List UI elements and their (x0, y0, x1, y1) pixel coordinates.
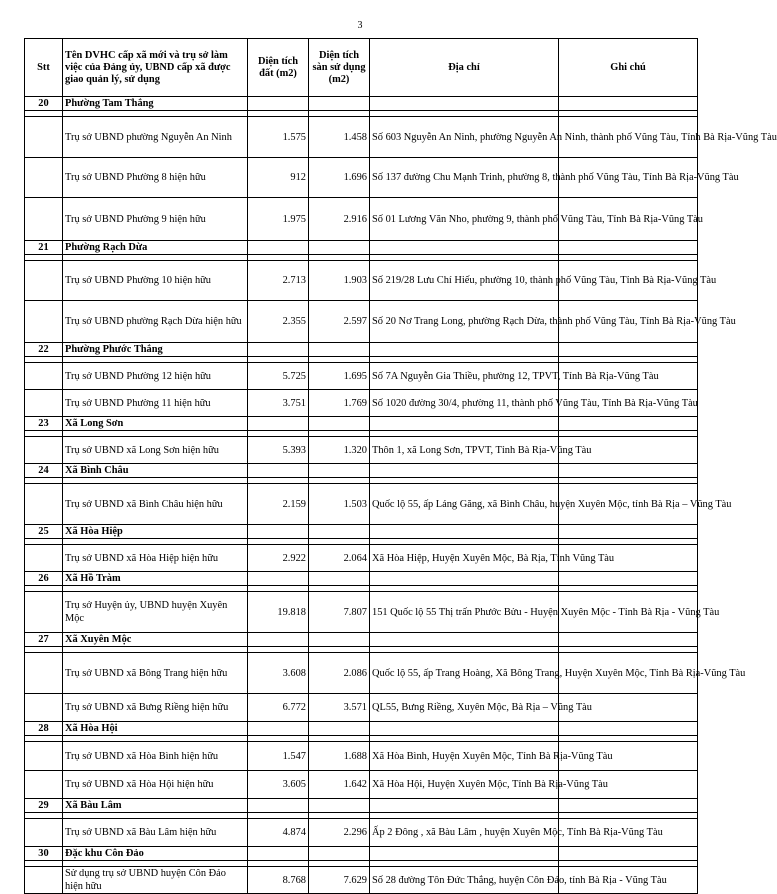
land-area: 2.355 (248, 301, 309, 343)
land-cell (248, 633, 309, 647)
group-row (25, 633, 698, 647)
land-cell (248, 722, 309, 736)
office-name: Trụ sở UBND xã Hòa Hiệp hiện hữu (63, 545, 248, 572)
note-cell (559, 633, 698, 647)
stt-cell (25, 742, 63, 771)
office-name: Trụ sở Huyện ủy, UBND huyện Xuyên Mộc (63, 592, 248, 633)
address-cell (370, 417, 559, 431)
office-name: Trụ sở UBND xã Long Sơn hiện hữu (63, 437, 248, 464)
table-row (25, 301, 698, 343)
stt-cell (25, 867, 63, 894)
group-name: Xã Xuyên Mộc (63, 633, 248, 647)
office-name: Trụ sở UBND Phường 10 hiện hữu (63, 261, 248, 301)
land-cell (248, 343, 309, 357)
header-name: Tên DVHC cấp xã mới và trụ sở làm việc của Đảng ủy, UBND cấp xã được giao quản lý, sử dụng (63, 39, 248, 97)
table-row (25, 545, 698, 572)
table-row (25, 261, 698, 301)
address: Quốc lộ 55, ấp Trang Hoàng, Xã Bông Trang, Huyện Xuyên Mộc, Tỉnh Bà Rịa-Vũng Tàu (370, 653, 559, 694)
address-cell (370, 343, 559, 357)
table-row (25, 437, 698, 464)
floor-area: 2.296 (309, 819, 370, 847)
office-name: Trụ sở UBND Phường 11 hiện hữu (63, 390, 248, 417)
address: Quốc lộ 55, ấp Láng Găng, xã Bình Châu, huyện Xuyên Mộc, tỉnh Bà Rịa – Vũng Tàu (370, 484, 559, 525)
land-area: 3.751 (248, 390, 309, 417)
floor-cell (309, 343, 370, 357)
floor-area: 1.458 (309, 117, 370, 158)
floor-area: 1.688 (309, 742, 370, 771)
address: Thôn 1, xã Long Sơn, TPVT, Tỉnh Bà Rịa-Vũng Tàu (370, 437, 559, 464)
office-name: Trụ sở UBND Phường 12 hiện hữu (63, 363, 248, 390)
group-row (25, 722, 698, 736)
table-row (25, 198, 698, 241)
group-row (25, 417, 698, 431)
table-header-row (25, 39, 698, 97)
land-cell (248, 572, 309, 586)
group-stt: 25 (25, 525, 63, 539)
group-stt: 29 (25, 799, 63, 813)
group-name: Xã Hòa Hiệp (63, 525, 248, 539)
group-name: Đặc khu Côn Đảo (63, 847, 248, 861)
group-stt: 28 (25, 722, 63, 736)
land-area: 1.547 (248, 742, 309, 771)
address-cell (370, 97, 559, 111)
floor-area: 1.320 (309, 437, 370, 464)
land-area: 2.713 (248, 261, 309, 301)
address: Số 603 Nguyễn An Ninh, phường Nguyễn An Ninh, thành phố Vũng Tàu, Tỉnh Bà Rịa-Vũng Tàu (370, 117, 559, 158)
note-cell (559, 572, 698, 586)
table-row (25, 158, 698, 198)
floor-area: 7.807 (309, 592, 370, 633)
address-cell (370, 572, 559, 586)
address: 151 Quốc lộ 55 Thị trấn Phước Bửu - Huyện Xuyên Mộc - Tỉnh Bà Rịa - Vũng Tàu (370, 592, 559, 633)
group-name: Xã Hòa Hội (63, 722, 248, 736)
land-cell (248, 525, 309, 539)
land-area: 8.768 (248, 867, 309, 894)
facilities-table (24, 38, 777, 894)
address: Xã Hòa Hội, Huyện Xuyên Mộc, Tỉnh Bà Rịa-Vũng Tàu (370, 771, 559, 799)
floor-cell (309, 572, 370, 586)
office-name: Trụ sở UBND xã Bưng Riềng hiện hữu (63, 694, 248, 722)
note-cell (559, 722, 698, 736)
group-stt: 20 (25, 97, 63, 111)
table-row (25, 117, 698, 158)
group-stt: 26 (25, 572, 63, 586)
stt-cell (25, 363, 63, 390)
office-name: Sử dụng trụ sở UBND huyện Côn Đảo hiện hữu (63, 867, 248, 894)
table-row (25, 484, 698, 525)
floor-area: 2.597 (309, 301, 370, 343)
stt-cell (25, 653, 63, 694)
table-row (25, 771, 698, 799)
floor-cell (309, 241, 370, 255)
address: Số 01 Lương Văn Nho, phường 9, thành phố Vũng Tàu, Tỉnh Bà Rịa-Vũng Tàu (370, 198, 559, 241)
note-cell (559, 799, 698, 813)
address-cell (370, 464, 559, 478)
header-floor-area: Diện tích sàn sử dụng (m2) (309, 39, 370, 97)
land-area: 912 (248, 158, 309, 198)
stt-cell (25, 819, 63, 847)
office-name: Trụ sở UBND phường Nguyễn An Ninh (63, 117, 248, 158)
address-cell (370, 847, 559, 861)
land-area: 5.393 (248, 437, 309, 464)
group-row (25, 572, 698, 586)
land-area: 2.159 (248, 484, 309, 525)
note-cell (559, 417, 698, 431)
floor-cell (309, 417, 370, 431)
stt-cell (25, 545, 63, 572)
address-cell (370, 525, 559, 539)
address: QL55, Bưng Riềng, Xuyên Mộc, Bà Rịa – Vũng Tàu (370, 694, 559, 722)
land-area: 4.874 (248, 819, 309, 847)
address-cell (370, 241, 559, 255)
land-area: 3.608 (248, 653, 309, 694)
floor-cell (309, 722, 370, 736)
land-cell (248, 241, 309, 255)
land-cell (248, 464, 309, 478)
address: Xã Hòa Hiệp, Huyện Xuyên Mộc, Bà Rịa, Tỉnh Vũng Tàu (370, 545, 559, 572)
group-name: Xã Hồ Tràm (63, 572, 248, 586)
address-cell (370, 722, 559, 736)
group-row (25, 97, 698, 111)
floor-area: 1.642 (309, 771, 370, 799)
floor-cell (309, 847, 370, 861)
land-area: 6.772 (248, 694, 309, 722)
table-row (25, 819, 698, 847)
address-cell (370, 799, 559, 813)
office-name: Trụ sở UBND xã Bình Châu hiện hữu (63, 484, 248, 525)
group-name: Phường Tam Thắng (63, 97, 248, 111)
land-area: 2.922 (248, 545, 309, 572)
floor-cell (309, 464, 370, 478)
land-area: 5.725 (248, 363, 309, 390)
land-cell (248, 417, 309, 431)
land-cell (248, 847, 309, 861)
floor-area: 2.086 (309, 653, 370, 694)
group-name: Xã Bình Châu (63, 464, 248, 478)
group-stt: 24 (25, 464, 63, 478)
stt-cell (25, 198, 63, 241)
floor-cell (309, 97, 370, 111)
floor-area: 7.629 (309, 867, 370, 894)
group-name: Xã Long Sơn (63, 417, 248, 431)
table-row (25, 390, 698, 417)
stt-cell (25, 484, 63, 525)
note-cell (559, 97, 698, 111)
address-cell (370, 633, 559, 647)
group-row (25, 525, 698, 539)
table-row (25, 742, 698, 771)
stt-cell (25, 437, 63, 464)
table-row (25, 867, 698, 894)
office-name: Trụ sở UBND xã Bàu Lâm hiện hữu (63, 819, 248, 847)
group-row (25, 799, 698, 813)
table-row (25, 592, 698, 633)
address: Số 20 Nơ Trang Long, phường Rạch Dừa, thành phố Vũng Tàu, Tỉnh Bà Rịa-Vũng Tàu (370, 301, 559, 343)
stt-cell (25, 592, 63, 633)
group-row (25, 343, 698, 357)
floor-cell (309, 525, 370, 539)
floor-area: 3.571 (309, 694, 370, 722)
group-name: Phường Phước Thắng (63, 343, 248, 357)
address: Số 219/28 Lưu Chí Hiếu, phường 10, thành phố Vũng Tàu, Tỉnh Bà Rịa-Vũng Tàu (370, 261, 559, 301)
group-stt: 23 (25, 417, 63, 431)
office-name: Trụ sở UBND xã Bông Trang hiện hữu (63, 653, 248, 694)
office-name: Trụ sở UBND xã Hòa Bình hiện hữu (63, 742, 248, 771)
note-cell (559, 464, 698, 478)
note-cell (559, 525, 698, 539)
header-stt: Stt (25, 39, 63, 97)
stt-cell (25, 771, 63, 799)
land-area: 1.975 (248, 198, 309, 241)
group-row (25, 464, 698, 478)
floor-area: 1.769 (309, 390, 370, 417)
group-row (25, 241, 698, 255)
note-cell (559, 241, 698, 255)
group-stt: 30 (25, 847, 63, 861)
floor-area: 1.696 (309, 158, 370, 198)
stt-cell (25, 694, 63, 722)
group-stt: 21 (25, 241, 63, 255)
floor-area: 2.064 (309, 545, 370, 572)
floor-area: 1.903 (309, 261, 370, 301)
table-row (25, 653, 698, 694)
address: Ấp 2 Đông , xã Bàu Lâm , huyện Xuyên Mộc, Tỉnh Bà Rịa-Vũng Tàu (370, 819, 559, 847)
address: Số 28 đường Tôn Đức Thắng, huyện Côn Đảo, tỉnh Bà Rịa - Vũng Tàu (370, 867, 559, 894)
address: Số 1020 đường 30/4, phường 11, thành phố Vũng Tàu, Tỉnh Bà Rịa-Vũng Tàu (370, 390, 559, 417)
note-cell (559, 343, 698, 357)
group-stt: 22 (25, 343, 63, 357)
header-note: Ghi chú (559, 39, 698, 97)
floor-area: 1.503 (309, 484, 370, 525)
land-area: 3.605 (248, 771, 309, 799)
header-land-area: Diện tích đất (m2) (248, 39, 309, 97)
stt-cell (25, 301, 63, 343)
office-name: Trụ sở UBND xã Hòa Hội hiện hữu (63, 771, 248, 799)
land-area: 19.818 (248, 592, 309, 633)
land-cell (248, 97, 309, 111)
land-cell (248, 799, 309, 813)
office-name: Trụ sở UBND phường Rạch Dừa hiện hữu (63, 301, 248, 343)
table-row (25, 363, 698, 390)
group-stt: 27 (25, 633, 63, 647)
stt-cell (25, 117, 63, 158)
floor-area: 2.916 (309, 198, 370, 241)
address: Xã Hòa Bình, Huyện Xuyên Mộc, Tỉnh Bà Rịa-Vũng Tàu (370, 742, 559, 771)
group-row (25, 847, 698, 861)
stt-cell (25, 390, 63, 417)
note-cell (559, 847, 698, 861)
group-name: Xã Bàu Lâm (63, 799, 248, 813)
stt-cell (25, 158, 63, 198)
stt-cell (25, 261, 63, 301)
floor-area: 1.695 (309, 363, 370, 390)
office-name: Trụ sở UBND Phường 8 hiện hữu (63, 158, 248, 198)
group-name: Phường Rạch Dừa (63, 241, 248, 255)
land-area: 1.575 (248, 117, 309, 158)
floor-cell (309, 799, 370, 813)
page-number: 3 (357, 20, 363, 31)
table-row (25, 694, 698, 722)
office-name: Trụ sở UBND Phường 9 hiện hữu (63, 198, 248, 241)
address: Số 7A Nguyễn Gia Thiều, phường 12, TPVT, Tỉnh Bà Rịa-Vũng Tàu (370, 363, 559, 390)
header-address: Địa chỉ (370, 39, 559, 97)
floor-cell (309, 633, 370, 647)
address: Số 137 đường Chu Mạnh Trinh, phường 8, thành phố Vũng Tàu, Tỉnh Bà Rịa-Vũng Tàu (370, 158, 559, 198)
